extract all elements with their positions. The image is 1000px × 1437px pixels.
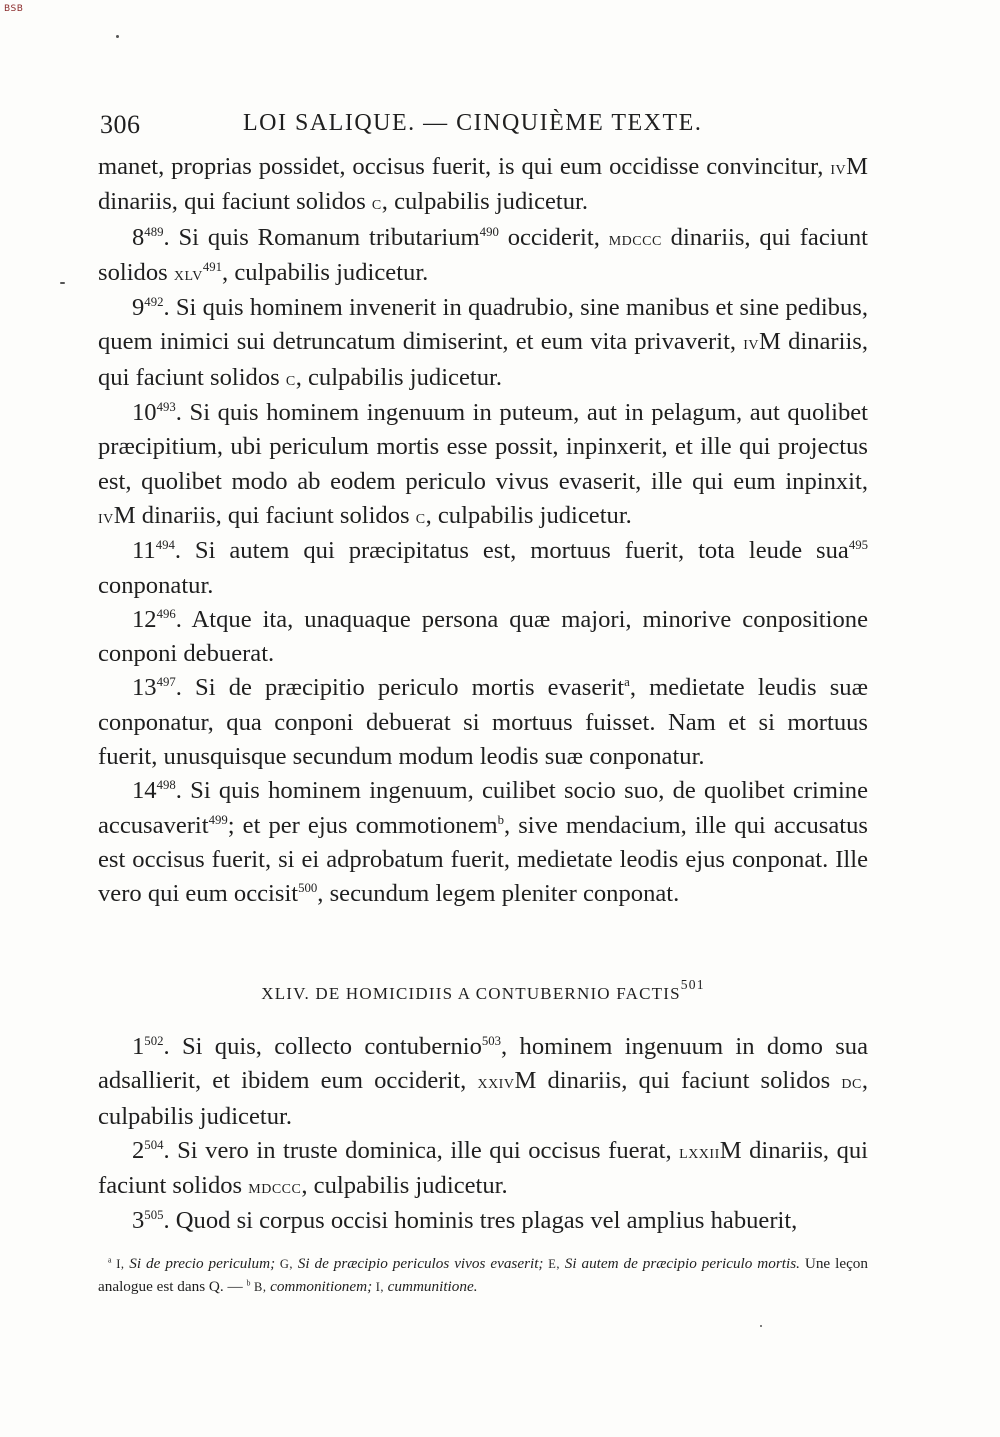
running-title: LOI SALIQUE. — CINQUIÈME TEXTE. [243, 110, 703, 136]
print-speck [760, 1325, 762, 1327]
article-11: $11^{494}$. Si autem qui præcipitatus est, mortuus fuerit, tota leude sua$^{495}$ conponatur. [98, 537, 868, 599]
footnotes [98, 1253, 868, 1298]
page-number: 306 [100, 110, 141, 139]
section-text [98, 1030, 868, 1239]
article-12: $12^{496}$. Atque ita, unaquaque persona quæ majori, minorive conpositione conponi debuerat. [98, 605, 868, 668]
main-text [98, 150, 868, 912]
article-8: $8^{489}$. Si quis Romanum tributarium$^{490}$ occiderit, mdccc dinariis, qui faciunt solidos xlv$^{491}$, culpabilis judicetur. [98, 223, 868, 286]
footnote: $^a$ I, Si de precio periculum; G, Si de præcipio periculos vivos evaserit; E, Si autem de præcipio periculo mortis. Une leçon analogue est dans Q. — $^b$ B, commonitionem; I, cummunitione. [98, 1255, 868, 1295]
article-1: $1^{502}$. Si quis, collecto contubernio$^{503}$, hominem ingenuum in domo sua adsallierit, et ibidem eum occiderit, xxivM dinariis, qui faciunt solidos dc, culpabilis judicetur. [98, 1033, 869, 1130]
article-13: $13^{497}$. Si de præcipitio periculo mortis evaserit$^a$, medietate leudis suæ conponatur, qua conponi debuerat si mortuus fuisset. Nam et si mortuus fuerit, unusquisque secundum modum leodis suæ conponatur. [98, 674, 868, 771]
article-14: $14^{498}$. Si quis hominem ingenuum, cuilibet socio suo, de quolibet crimine accusaverit$^{499}$; et per ejus commotionem$^b$, sive mendacium, ille qui accusatus est occisus fuerit, si ei adprobatum fuerit, medietate leodis ejus conponat. Ille vero qui eum occisit$^{500}$, secundum legem pleniter conponat. [98, 777, 868, 908]
article-10: $10^{493}$. Si quis hominem ingenuum in puteum, aut in pelagum, aut quolibet præcipitium, ubi periculum mortis esse possit, inpinxerit, et ille qui projectus est, quolibet modo ab eodem periculo vivus evaserit, ille qui eum inpinxit, ivM dinariis, qui faciunt solidos c, culpabilis judicetur. [98, 399, 868, 529]
page-header [100, 110, 870, 142]
article-3: $3^{505}$. Quod si corpus occisi hominis tres plagas vel amplius habuerit, [132, 1207, 798, 1235]
article-9: $9^{492}$. Si quis hominem invenerit in quadrubio, sine manibus et sine pedibus, quem inimici sui detruncatum dimiserint, et eum vita privaverit, ivM dinariis, qui faciunt solidos c, culpabilis judicetur. [98, 294, 869, 391]
article-2: $2^{504}$. Si vero in truste dominica, ille qui occisus fuerat, lxxiiM dinariis, qui faciunt solidos mdccc, culpabilis judicetur. [98, 1136, 868, 1200]
print-speck [60, 282, 65, 284]
print-speck [116, 35, 119, 38]
paragraph: manet, proprias possidet, occisus fuerit, is qui eum occidisse convincitur, ivM dinariis, qui faciunt solidos c, culpabilis judicetur. [98, 153, 868, 216]
library-stamp: BSB [4, 4, 24, 14]
section-heading: XLIV. DE HOMICIDIIS A CONTUBERNIO FACTIS$^{501}$ [261, 977, 705, 1003]
